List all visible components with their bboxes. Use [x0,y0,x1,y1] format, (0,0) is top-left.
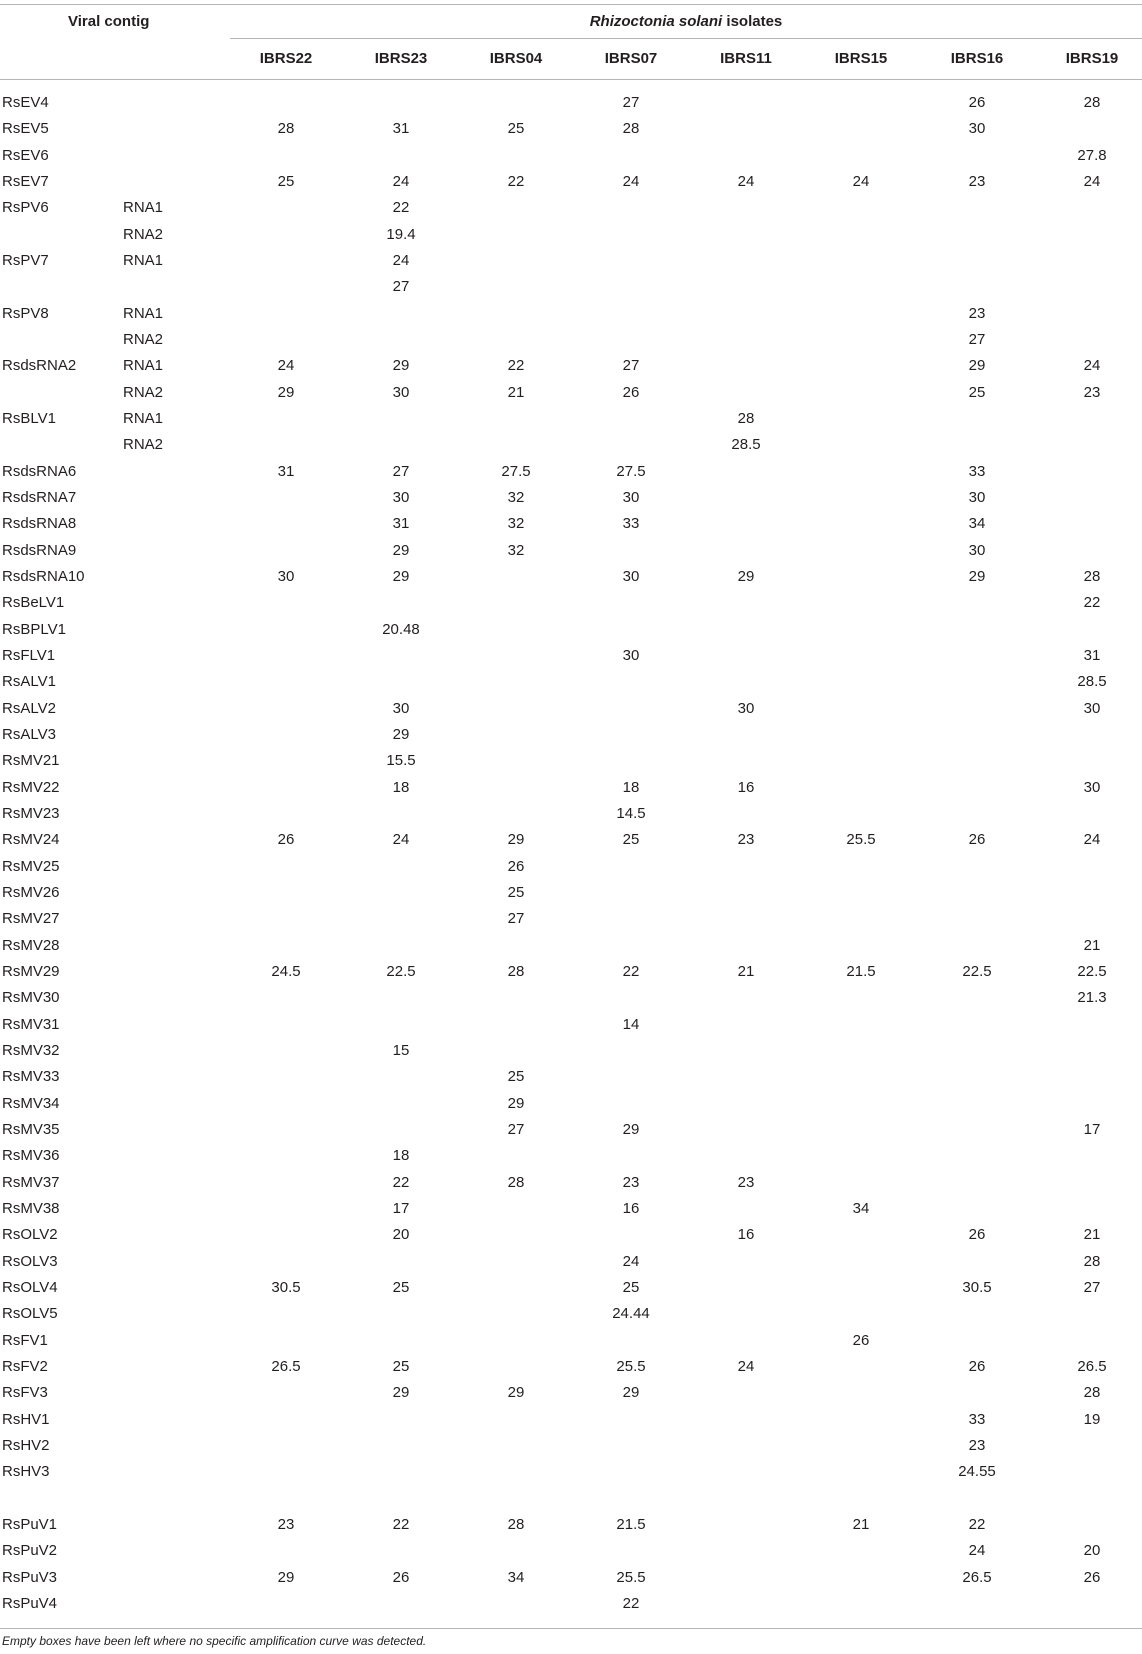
rna-segment: RNA1 [123,357,164,375]
contig-name: RsALV2 [2,699,56,717]
contig-name: RsPV6 [2,199,49,217]
ct-value-ibrs22: 24.5 [271,962,301,980]
ct-value-ibrs04: 27 [507,1120,525,1138]
contig-name: RsHV2 [2,1436,50,1454]
ct-value-ibrs04: 32 [507,541,525,559]
ct-value-ibrs23: 25 [392,1357,410,1375]
isolates-header [230,13,1142,30]
ct-value-ibrs16: 33 [968,1410,986,1428]
ct-value-ibrs07: 25 [622,1278,640,1296]
ct-value-ibrs16: 22.5 [962,962,992,980]
isolates-suffix: isolates [722,13,783,30]
ct-value-ibrs23: 24 [392,831,410,849]
ct-value-ibrs16: 24.55 [958,1463,996,1481]
contig-name: RsMV30 [2,989,60,1007]
ct-value-ibrs19: 31 [1083,646,1101,664]
contig-name: RsMV31 [2,1015,60,1033]
column-header-ibrs16: IBRS16 [950,50,1004,67]
ct-value-ibrs04: 29 [507,831,525,849]
ct-value-ibrs16: 26 [968,1226,986,1244]
ct-value-ibrs07: 14.5 [616,804,646,822]
column-header-ibrs15: IBRS15 [834,50,888,67]
ct-value-ibrs23: 30 [392,699,410,717]
ct-value-ibrs04: 25 [507,1068,525,1086]
contig-name: RsMV26 [2,883,60,901]
contig-name: RsPuV3 [2,1568,58,1586]
ct-value-ibrs19: 28.5 [1077,673,1107,691]
ct-value-ibrs23: 18 [392,1147,410,1165]
ct-value-ibrs04: 34 [507,1568,525,1586]
contig-name: RsMV37 [2,1173,60,1191]
contig-name: RsBPLV1 [2,620,66,638]
ct-value-ibrs15: 26 [852,1331,870,1349]
ct-value-ibrs11: 16 [737,778,755,796]
ct-value-ibrs11: 28 [737,409,755,427]
ct-value-ibrs23: 31 [392,120,410,138]
contig-name: RsHV3 [2,1463,50,1481]
ct-value-ibrs19: 30 [1083,699,1101,717]
ct-value-ibrs07: 27.5 [616,462,646,480]
ct-value-ibrs16: 23 [968,1436,986,1454]
ct-value-ibrs23: 29 [392,1384,410,1402]
ct-value-ibrs07: 29 [622,1120,640,1138]
ct-value-ibrs22: 26 [277,831,295,849]
ct-value-ibrs19: 24 [1083,831,1101,849]
contig-name: RsFV1 [2,1331,48,1349]
ct-value-ibrs04: 22 [507,357,525,375]
header-rule [0,79,1142,80]
ct-value-ibrs23: 31 [392,515,410,533]
ct-value-ibrs23: 19.4 [386,225,416,243]
contig-name: RsMV38 [2,1199,60,1217]
ct-value-ibrs19: 23 [1083,383,1101,401]
ct-value-ibrs16: 23 [968,304,986,322]
ct-value-ibrs07: 28 [622,120,640,138]
contig-name: RsPuV1 [2,1516,58,1533]
ct-value-ibrs15: 24 [852,172,870,190]
contig-name: RsMV22 [2,778,60,796]
ct-value-ibrs22: 29 [277,1568,295,1586]
ct-value-ibrs19: 21 [1083,1226,1101,1244]
ct-value-ibrs23: 18 [392,778,410,796]
ct-value-ibrs07: 30 [622,567,640,585]
ct-value-ibrs04: 28 [507,962,525,980]
ct-value-ibrs16: 30 [968,488,986,506]
ct-value-ibrs04: 29 [507,1384,525,1402]
ct-value-ibrs19: 20 [1083,1542,1101,1560]
ct-value-ibrs19: 27.8 [1077,146,1107,164]
ct-value-ibrs19: 22 [1083,594,1101,612]
contig-name: RsMV33 [2,1068,60,1086]
ct-value-ibrs19: 24 [1083,357,1101,375]
ct-value-ibrs16: 26.5 [962,1568,992,1586]
ct-value-ibrs16: 26 [968,94,986,111]
ct-value-ibrs16: 30.5 [962,1278,992,1296]
contig-name: RsEV4 [2,94,49,111]
ct-value-ibrs16: 24 [968,1542,986,1560]
contig-name: RsFV3 [2,1384,48,1402]
contig-name: RsEV6 [2,146,49,164]
contig-name: RsALV1 [2,673,56,691]
contig-name: RsdsRNA7 [2,488,77,506]
contig-name: RsFLV1 [2,646,56,664]
ct-value-ibrs23: 30 [392,383,410,401]
ct-value-ibrs16: 29 [968,357,986,375]
ct-value-ibrs16: 34 [968,515,986,533]
ct-value-ibrs16: 25 [968,383,986,401]
ct-value-ibrs23: 29 [392,725,410,743]
ct-value-ibrs11: 24 [737,172,755,190]
ct-value-ibrs19: 28 [1083,567,1101,585]
contig-name: RsOLV4 [2,1278,58,1296]
contig-name: RsMV24 [2,831,60,849]
rna-segment: RNA2 [123,383,164,401]
ct-value-ibrs23: 26 [392,1568,410,1586]
ct-value-ibrs22: 25 [277,172,295,190]
ct-value-ibrs23: 22 [392,1516,410,1533]
ct-value-ibrs11: 29 [737,567,755,585]
ct-value-ibrs07: 18 [622,778,640,796]
ct-value-ibrs19: 26.5 [1077,1357,1107,1375]
rna-segment: RNA2 [123,225,164,243]
contig-name: RsMV34 [2,1094,60,1112]
contig-name: RsPuV4 [2,1594,58,1612]
ct-value-ibrs07: 16 [622,1199,640,1217]
ct-value-ibrs04: 28 [507,1516,525,1533]
contig-name: RsBLV1 [2,409,56,427]
ct-value-ibrs23: 22 [392,1173,410,1191]
contig-name: RsOLV2 [2,1226,58,1244]
contig-name: RsPuV2 [2,1542,58,1560]
column-header-ibrs07: IBRS07 [604,50,658,67]
ct-value-ibrs11: 24 [737,1357,755,1375]
ct-value-ibrs07: 25.5 [616,1568,646,1586]
ct-value-ibrs23: 15 [392,1041,410,1059]
contig-name: RsMV21 [2,752,60,770]
contig-name: RsMV32 [2,1041,60,1059]
contig-name: RsdsRNA10 [2,567,85,585]
column-header-ibrs04: IBRS04 [489,50,543,67]
ct-value-ibrs11: 23 [737,831,755,849]
contig-name: RsdsRNA9 [2,541,77,559]
ct-value-ibrs04: 22 [507,172,525,190]
ct-value-ibrs11: 28.5 [731,436,761,454]
rna-segment: RNA1 [123,304,164,322]
ct-value-ibrs16: 30 [968,541,986,559]
ct-value-ibrs07: 22 [622,962,640,980]
ct-value-ibrs23: 20.48 [382,620,420,638]
ct-value-ibrs11: 21 [737,962,755,980]
contig-name: RsMV23 [2,804,60,822]
ct-value-ibrs07: 25.5 [616,1357,646,1375]
rna-segment: RNA1 [123,251,164,269]
contig-name: RsEV7 [2,172,49,190]
column-header-ibrs22: IBRS22 [259,50,313,67]
column-header-ibrs23: IBRS23 [374,50,428,67]
ct-value-ibrs19: 28 [1083,1252,1101,1270]
ct-value-ibrs16: 33 [968,462,986,480]
ct-value-ibrs23: 27 [392,278,410,296]
ct-value-ibrs23: 20 [392,1226,410,1244]
ct-value-ibrs11: 30 [737,699,755,717]
ct-value-ibrs19: 19 [1083,1410,1101,1428]
table-footnote: Empty boxes have been left where no specific amplification curve was detected. [2,1634,427,1648]
ct-value-ibrs22: 30.5 [271,1278,301,1296]
ct-value-ibrs04: 32 [507,488,525,506]
ct-value-ibrs23: 29 [392,541,410,559]
ct-value-ibrs07: 29 [622,1384,640,1402]
ct-value-ibrs23: 22.5 [386,962,416,980]
ct-value-ibrs04: 32 [507,515,525,533]
ct-value-ibrs15: 25.5 [846,831,876,849]
ct-value-ibrs22: 23 [277,1516,295,1533]
contig-name: RsMV27 [2,910,60,928]
contig-name: RsMV28 [2,936,60,954]
ct-value-ibrs16: 29 [968,567,986,585]
ct-value-ibrs16: 26 [968,1357,986,1375]
ct-value-ibrs22: 31 [277,462,295,480]
ct-value-ibrs16: 23 [968,172,986,190]
ct-value-ibrs19: 21.3 [1077,989,1107,1007]
ct-value-ibrs04: 21 [507,383,525,401]
ct-value-ibrs23: 25 [392,1278,410,1296]
ct-value-ibrs19: 28 [1083,1384,1101,1402]
ct-value-ibrs19: 24 [1083,172,1101,190]
ct-value-ibrs07: 27 [622,357,640,375]
ct-value-ibrs07: 24 [622,1252,640,1270]
ct-value-ibrs04: 27 [507,910,525,928]
ct-value-ibrs22: 26.5 [271,1357,301,1375]
rna-segment: RNA2 [123,436,164,454]
ct-value-ibrs19: 27 [1083,1278,1101,1296]
ct-value-ibrs16: 30 [968,120,986,138]
contig-name: RsMV29 [2,962,60,980]
contig-name: RsdsRNA8 [2,515,77,533]
ct-value-ibrs23: 22 [392,199,410,217]
contig-name: RsFV2 [2,1357,48,1375]
ct-value-ibrs22: 28 [277,120,295,138]
contig-name: RsMV35 [2,1120,60,1138]
ct-value-ibrs07: 25 [622,831,640,849]
contig-name: RsOLV3 [2,1252,58,1270]
ct-value-ibrs19: 28 [1083,94,1101,111]
ct-value-ibrs23: 29 [392,357,410,375]
ct-value-ibrs15: 21.5 [846,962,876,980]
ct-value-ibrs07: 14 [622,1015,640,1033]
ct-value-ibrs07: 22 [622,1594,640,1612]
ct-value-ibrs16: 27 [968,330,986,348]
ct-value-ibrs23: 29 [392,567,410,585]
ct-value-ibrs07: 30 [622,646,640,664]
ct-value-ibrs19: 30 [1083,778,1101,796]
ct-value-ibrs19: 26 [1083,1568,1101,1586]
ct-value-ibrs07: 30 [622,488,640,506]
ct-value-ibrs11: 16 [737,1226,755,1244]
ct-value-ibrs22: 24 [277,357,295,375]
isolates-rule [230,38,1142,39]
ct-value-ibrs07: 24 [622,172,640,190]
ct-value-ibrs04: 26 [507,857,525,875]
contig-name: RsdsRNA6 [2,462,77,480]
ct-value-ibrs22: 29 [277,383,295,401]
ct-value-ibrs15: 34 [852,1199,870,1217]
ct-value-ibrs19: 22.5 [1077,962,1107,980]
ct-value-ibrs04: 25 [507,883,525,901]
ct-value-ibrs23: 24 [392,251,410,269]
column-header-ibrs19: IBRS19 [1065,50,1119,67]
contig-name: RsPV8 [2,304,49,322]
ct-value-ibrs04: 27.5 [501,462,531,480]
ct-value-ibrs07: 27 [622,94,640,111]
contig-name: RsHV1 [2,1410,50,1428]
rna-segment: RNA1 [123,409,164,427]
ct-value-ibrs19: 17 [1083,1120,1101,1138]
contig-name: RsOLV5 [2,1305,58,1323]
contig-name: RsMV36 [2,1147,60,1165]
top-rule [0,4,1142,5]
ct-value-ibrs15: 21 [852,1516,870,1533]
rna-segment: RNA2 [123,330,164,348]
ct-value-ibrs04: 28 [507,1173,525,1191]
ct-value-ibrs07: 21.5 [616,1516,646,1533]
ct-value-ibrs23: 17 [392,1199,410,1217]
ct-value-ibrs23: 24 [392,172,410,190]
contig-name: RsBeLV1 [2,594,65,612]
viral-contig-header: Viral contig [68,13,150,30]
contig-name: RsMV25 [2,857,60,875]
ct-value-ibrs07: 24.44 [612,1305,650,1323]
ct-value-ibrs07: 23 [622,1173,640,1191]
ct-value-ibrs16: 26 [968,831,986,849]
contig-name: RsPV7 [2,251,49,269]
ct-value-ibrs04: 29 [507,1094,525,1112]
contig-name: RsdsRNA2 [2,357,77,375]
column-header-ibrs11: IBRS11 [720,50,772,67]
bottom-rule [0,1628,1142,1629]
ct-value-ibrs22: 30 [277,567,295,585]
ct-value-ibrs23: 30 [392,488,410,506]
ct-value-ibrs11: 23 [737,1173,755,1191]
ct-value-ibrs16: 22 [968,1516,986,1533]
contig-name: RsEV5 [2,120,49,138]
ct-value-ibrs19: 21 [1083,936,1101,954]
ct-value-ibrs07: 33 [622,515,640,533]
ct-value-ibrs23: 15.5 [386,752,416,770]
isolates-species: Rhizoctonia solani [589,13,723,30]
ct-value-ibrs07: 26 [622,383,640,401]
rna-segment: RNA1 [123,199,164,217]
ct-value-ibrs04: 25 [507,120,525,138]
contig-name: RsALV3 [2,725,56,743]
ct-value-ibrs23: 27 [392,462,410,480]
